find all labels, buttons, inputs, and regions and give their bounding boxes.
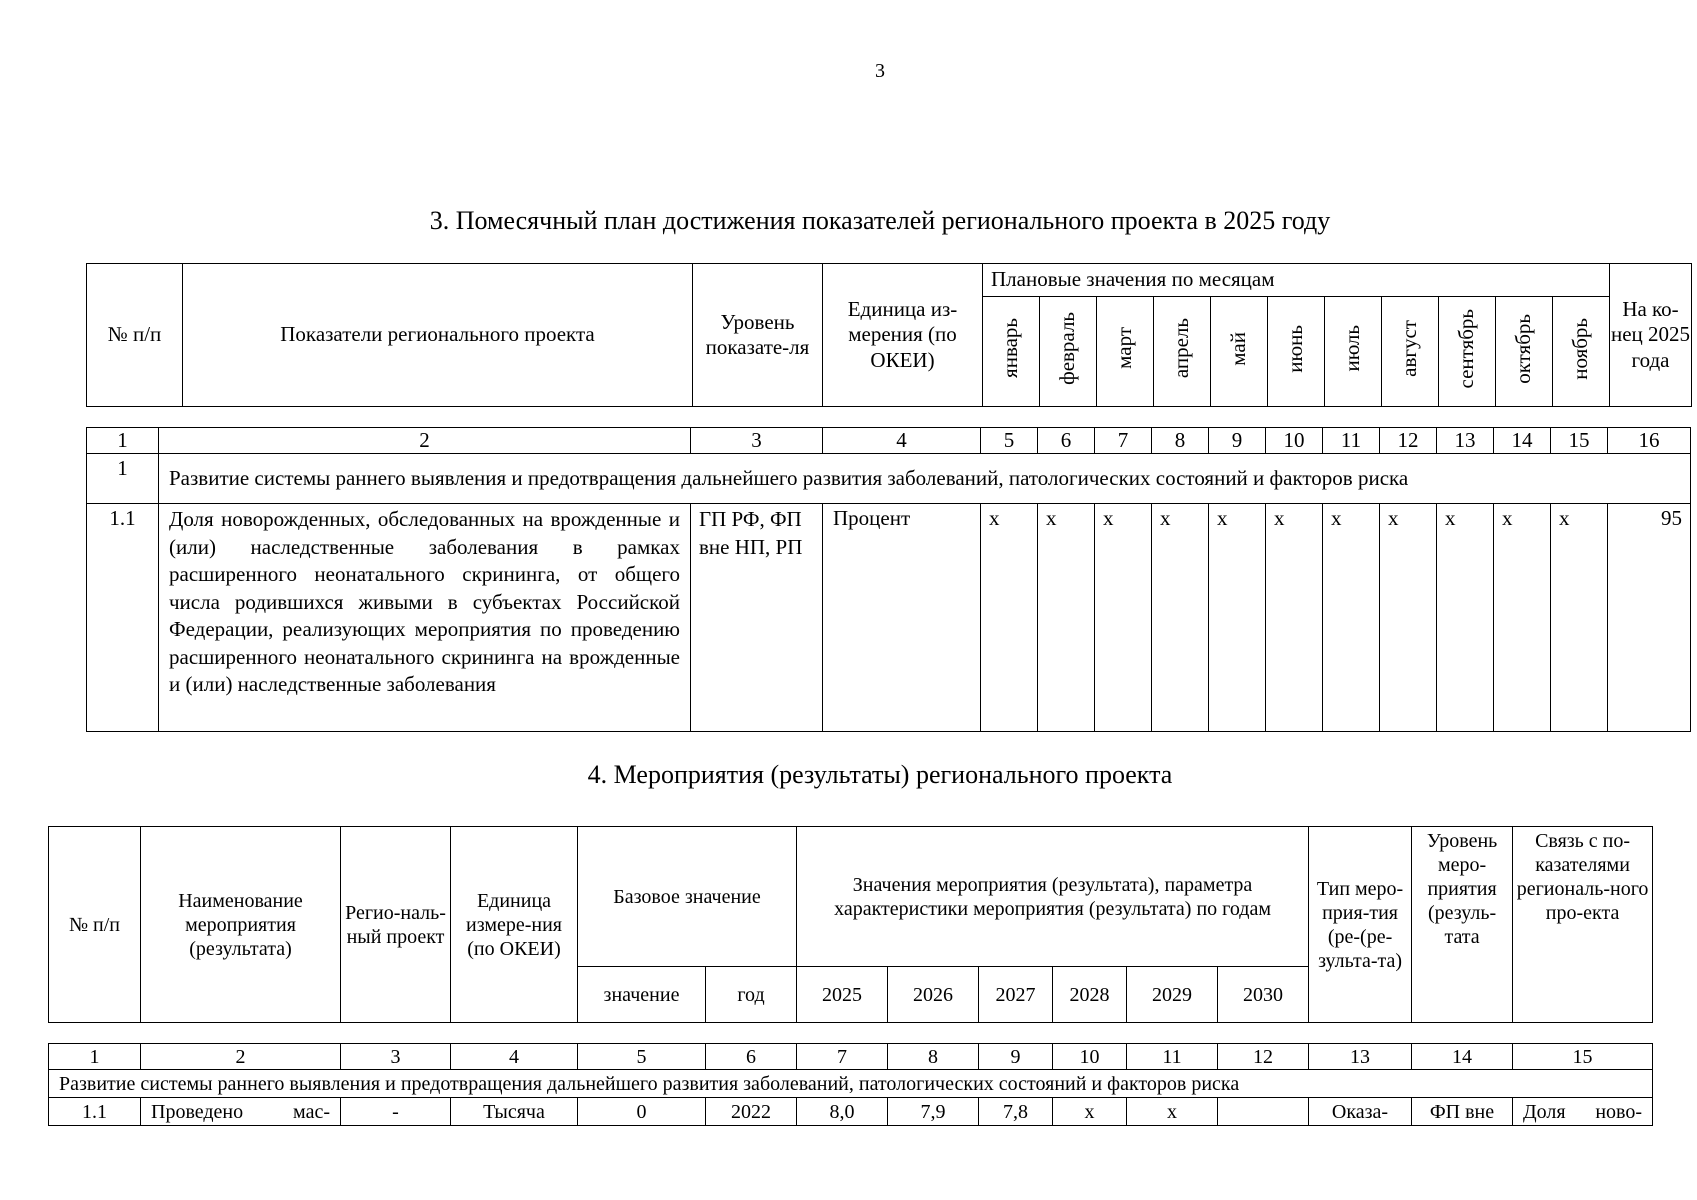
s4-col-number: 9 <box>979 1044 1053 1070</box>
s4-col-number: 1 <box>49 1044 141 1070</box>
s4-row-name: Проведено мас- <box>141 1098 341 1126</box>
s4-col-number: 14 <box>1412 1044 1513 1070</box>
s4-header-year: 2028 <box>1053 967 1127 1023</box>
row-month-value: x <box>1551 504 1608 732</box>
row-month-value: x <box>1038 504 1095 732</box>
row-level: ГП РФ, ФП вне НП, РП <box>691 504 823 732</box>
header-month-apr: апрель <box>1154 297 1211 407</box>
s4-header-base-year: год <box>706 967 797 1023</box>
col-number: 14 <box>1494 428 1551 454</box>
s4-col-number: 15 <box>1513 1044 1653 1070</box>
row-indicator: Доля новорожденных, обследованных на врожденные и (или) наследственные заболевания в рамках расширенного неонатального скрининга, от общего числа родившихся живыми в субъектах Российской Федерации, реализующих мероприятия по проведению расширенного неонатального скрининга на врожденные и (или) наследственные заболевания <box>159 504 691 732</box>
s4-header-year: 2029 <box>1127 967 1218 1023</box>
row-month-value: x <box>1437 504 1494 732</box>
section-4-body-table <box>48 1043 1653 1126</box>
s4-row-year-value: 7,8 <box>979 1098 1053 1126</box>
s4-header-num: № п/п <box>49 827 141 1023</box>
s4-col-number: 13 <box>1309 1044 1412 1070</box>
row-month-value: x <box>1152 504 1209 732</box>
s4-row-year-value: 7,9 <box>888 1098 979 1126</box>
col-number: 13 <box>1437 428 1494 454</box>
s4-col-number: 11 <box>1127 1044 1218 1070</box>
section-4-header-table <box>48 826 1653 1023</box>
header-level: Уровень показате-ля <box>693 264 823 407</box>
section-3-title: 3. Помесячный план достижения показателей регионального проекта в 2025 году <box>429 206 1331 235</box>
col-number: 1 <box>87 428 159 454</box>
header-month-oct: октябрь <box>1496 297 1553 407</box>
header-month-feb: февраль <box>1040 297 1097 407</box>
header-indicator: Показатели регионального проекта <box>183 264 693 407</box>
s4-header-regional-project: Регио-наль-ный проект <box>341 827 451 1023</box>
s4-row-num: 1.1 <box>49 1098 141 1126</box>
col-number: 2 <box>159 428 691 454</box>
header-month-nov: ноябрь <box>1553 297 1610 407</box>
header-month-jan: январь <box>983 297 1040 407</box>
row-month-value: x <box>981 504 1038 732</box>
group-title: Развитие системы раннего выявления и предотвращения дальнейшего развития заболеваний, патологических состояний и факторов риска <box>159 454 1691 504</box>
row-month-value: x <box>1095 504 1152 732</box>
col-number: 9 <box>1209 428 1266 454</box>
s4-row-year-value <box>1218 1098 1309 1126</box>
col-number: 12 <box>1380 428 1437 454</box>
s4-col-number: 3 <box>341 1044 451 1070</box>
s4-col-number: 2 <box>141 1044 341 1070</box>
s4-row-link: Доля ново- <box>1513 1098 1653 1126</box>
s4-group-title: Развитие системы раннего выявления и предотвращения дальнейшего развития заболеваний, патологических состояний и факторов риска <box>49 1070 1653 1098</box>
s4-header-level: Уровень меро-приятия (резуль-тата <box>1412 827 1513 1023</box>
s4-header-type: Тип меро-прия-тия (ре-(ре-зульта-та) <box>1309 827 1412 1023</box>
section-3-header-table <box>86 263 1692 407</box>
section-4-title: 4. Мероприятия (результаты) регионального проекта <box>587 760 1173 789</box>
col-number: 7 <box>1095 428 1152 454</box>
s4-row-regional-project: - <box>341 1098 451 1126</box>
row-month-value: x <box>1266 504 1323 732</box>
s4-header-year: 2030 <box>1218 967 1309 1023</box>
header-unit: Единица из-мерения (по ОКЕИ) <box>823 264 983 407</box>
s4-col-number: 10 <box>1053 1044 1127 1070</box>
group-num: 1 <box>87 454 159 504</box>
s4-header-year: 2025 <box>797 967 888 1023</box>
s4-row-base-value: 0 <box>578 1098 706 1126</box>
header-month-may: май <box>1211 297 1268 407</box>
header-month-sep: сентябрь <box>1439 297 1496 407</box>
s4-row-type: Оказа- <box>1309 1098 1412 1126</box>
s4-col-number: 7 <box>797 1044 888 1070</box>
s4-col-number: 12 <box>1218 1044 1309 1070</box>
header-month-aug: август <box>1382 297 1439 407</box>
row-month-value: x <box>1323 504 1380 732</box>
col-number: 5 <box>981 428 1038 454</box>
col-number: 11 <box>1323 428 1380 454</box>
col-number: 8 <box>1152 428 1209 454</box>
s4-header-unit: Единица измере-ния (по ОКЕИ) <box>451 827 578 1023</box>
col-number: 4 <box>823 428 981 454</box>
s4-header-year: 2027 <box>979 967 1053 1023</box>
header-num: № п/п <box>87 264 183 407</box>
s4-row-base-year: 2022 <box>706 1098 797 1126</box>
s4-col-number: 4 <box>451 1044 578 1070</box>
row-month-value: x <box>1209 504 1266 732</box>
row-month-value: x <box>1494 504 1551 732</box>
header-end: На ко-нец 2025 года <box>1610 264 1692 407</box>
col-number: 3 <box>691 428 823 454</box>
s4-row-level: ФП вне <box>1412 1098 1513 1126</box>
s4-row-year-value: x <box>1053 1098 1127 1126</box>
col-number: 16 <box>1608 428 1691 454</box>
row-end-value: 95 <box>1608 504 1691 732</box>
header-month-jun: июнь <box>1268 297 1325 407</box>
section-3-body-table <box>86 427 1691 732</box>
s4-col-number: 6 <box>706 1044 797 1070</box>
row-unit: Процент <box>823 504 981 732</box>
col-number: 6 <box>1038 428 1095 454</box>
s4-header-link: Связь с по-казателями региональ-ного про-екта <box>1513 827 1653 1023</box>
col-number: 15 <box>1551 428 1608 454</box>
s4-header-base: Базовое значение <box>578 827 797 967</box>
s4-header-values: Значения мероприятия (результата), параметра характеристики мероприятия (результата) по годам <box>797 827 1309 967</box>
header-month-jul: июль <box>1325 297 1382 407</box>
s4-col-number: 5 <box>578 1044 706 1070</box>
page-number: 3 <box>875 60 885 82</box>
s4-row-unit: Тысяча <box>451 1098 578 1126</box>
s4-header-year: 2026 <box>888 967 979 1023</box>
header-monthly: Плановые значения по месяцам <box>983 264 1610 297</box>
s4-header-base-value: значение <box>578 967 706 1023</box>
col-number: 10 <box>1266 428 1323 454</box>
s4-row-year-value: 8,0 <box>797 1098 888 1126</box>
s4-header-name: Наименование мероприятия (результата) <box>141 827 341 1023</box>
row-num: 1.1 <box>87 504 159 732</box>
row-month-value: x <box>1380 504 1437 732</box>
header-month-mar: март <box>1097 297 1154 407</box>
s4-col-number: 8 <box>888 1044 979 1070</box>
s4-row-year-value: x <box>1127 1098 1218 1126</box>
